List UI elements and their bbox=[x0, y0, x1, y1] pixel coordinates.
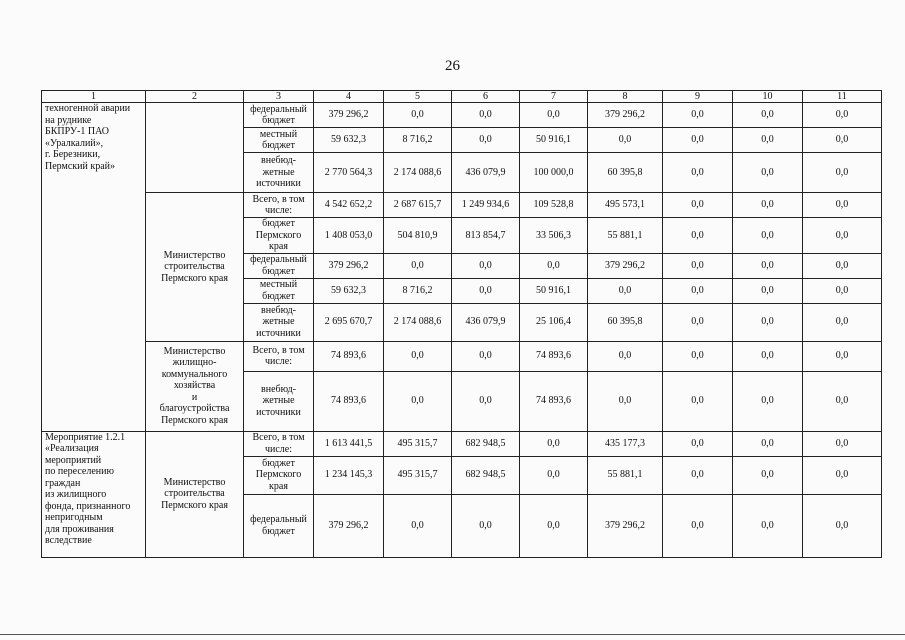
value-cell: 55 881,1 bbox=[588, 218, 663, 254]
value-cell: 0,0 bbox=[803, 456, 882, 494]
value-cell: 33 506,3 bbox=[520, 218, 588, 254]
value-cell: 0,0 bbox=[803, 128, 882, 153]
value-cell: 0,0 bbox=[733, 341, 803, 371]
value-cell: 1 249 934,6 bbox=[452, 193, 520, 218]
value-cell: 0,0 bbox=[803, 278, 882, 303]
value-cell: 0,0 bbox=[733, 253, 803, 278]
funding-source-cell: бюджет Пермского края bbox=[244, 456, 314, 494]
value-cell: 74 893,6 bbox=[314, 371, 384, 431]
value-cell: 74 893,6 bbox=[520, 371, 588, 431]
funding-source-cell: внебюд- жетные источники bbox=[244, 303, 314, 341]
value-cell: 0,0 bbox=[733, 456, 803, 494]
value-cell: 0,0 bbox=[733, 193, 803, 218]
value-cell: 0,0 bbox=[452, 103, 520, 128]
value-cell: 0,0 bbox=[588, 341, 663, 371]
value-cell: 50 916,1 bbox=[520, 278, 588, 303]
funding-source-cell: Всего, в том числе: bbox=[244, 341, 314, 371]
value-cell: 682 948,5 bbox=[452, 431, 520, 456]
column-header: 4 bbox=[314, 91, 384, 103]
page-number: 26 bbox=[445, 58, 460, 74]
value-cell: 0,0 bbox=[663, 456, 733, 494]
value-cell: 0,0 bbox=[803, 153, 882, 193]
value-cell: 0,0 bbox=[733, 431, 803, 456]
executor-cell: Министерство жилищно- коммунального хозяйства и благоустройства Пермского края bbox=[146, 341, 244, 431]
value-cell: 0,0 bbox=[588, 128, 663, 153]
value-cell: 0,0 bbox=[803, 253, 882, 278]
value-cell: 2 174 088,6 bbox=[384, 303, 452, 341]
value-cell: 0,0 bbox=[452, 371, 520, 431]
column-header: 1 bbox=[42, 91, 146, 103]
value-cell: 379 296,2 bbox=[588, 253, 663, 278]
value-cell: 0,0 bbox=[384, 253, 452, 278]
value-cell: 1 408 053,0 bbox=[314, 218, 384, 254]
measure-name-cell: техногенной аварии на руднике БКПРУ-1 ПАО «Уралкалий», г. Березники, Пермский край» bbox=[42, 103, 146, 432]
funding-source-cell: Всего, в том числе: bbox=[244, 431, 314, 456]
value-cell: 0,0 bbox=[803, 303, 882, 341]
value-cell: 682 948,5 bbox=[452, 456, 520, 494]
value-cell: 0,0 bbox=[803, 193, 882, 218]
value-cell: 74 893,6 bbox=[314, 341, 384, 371]
executor-cell: Министерство строительства Пермского края bbox=[146, 431, 244, 557]
page-bottom-edge bbox=[0, 634, 905, 635]
header-row bbox=[42, 91, 882, 103]
value-cell: 2 687 615,7 bbox=[384, 193, 452, 218]
table-row bbox=[42, 431, 882, 456]
value-cell: 0,0 bbox=[733, 128, 803, 153]
value-cell: 2 174 088,6 bbox=[384, 153, 452, 193]
value-cell: 0,0 bbox=[663, 103, 733, 128]
column-header: 3 bbox=[244, 91, 314, 103]
value-cell: 0,0 bbox=[733, 371, 803, 431]
value-cell: 0,0 bbox=[663, 153, 733, 193]
value-cell: 0,0 bbox=[663, 494, 733, 557]
value-cell: 436 079,9 bbox=[452, 153, 520, 193]
value-cell: 60 395,8 bbox=[588, 303, 663, 341]
value-cell: 379 296,2 bbox=[314, 103, 384, 128]
value-cell: 0,0 bbox=[663, 303, 733, 341]
column-header: 10 bbox=[733, 91, 803, 103]
value-cell: 4 542 652,2 bbox=[314, 193, 384, 218]
column-header: 6 bbox=[452, 91, 520, 103]
value-cell: 379 296,2 bbox=[588, 103, 663, 128]
value-cell: 0,0 bbox=[452, 128, 520, 153]
value-cell: 0,0 bbox=[663, 253, 733, 278]
value-cell: 0,0 bbox=[520, 494, 588, 557]
funding-source-cell: внебюд- жетные источники bbox=[244, 153, 314, 193]
value-cell: 495 315,7 bbox=[384, 456, 452, 494]
funding-source-cell: бюджет Пермского края bbox=[244, 218, 314, 254]
funding-source-cell: федеральный бюджет bbox=[244, 494, 314, 557]
value-cell: 0,0 bbox=[452, 253, 520, 278]
value-cell: 0,0 bbox=[663, 193, 733, 218]
column-header: 8 bbox=[588, 91, 663, 103]
value-cell: 495 573,1 bbox=[588, 193, 663, 218]
column-header: 9 bbox=[663, 91, 733, 103]
value-cell: 0,0 bbox=[663, 278, 733, 303]
value-cell: 0,0 bbox=[803, 103, 882, 128]
value-cell: 2 770 564,3 bbox=[314, 153, 384, 193]
value-cell: 0,0 bbox=[733, 303, 803, 341]
funding-source-cell: местный бюджет bbox=[244, 128, 314, 153]
value-cell: 60 395,8 bbox=[588, 153, 663, 193]
funding-source-cell: Всего, в том числе: bbox=[244, 193, 314, 218]
value-cell: 55 881,1 bbox=[588, 456, 663, 494]
column-header: 5 bbox=[384, 91, 452, 103]
column-header: 11 bbox=[803, 91, 882, 103]
funding-source-cell: внебюд- жетные источники bbox=[244, 371, 314, 431]
value-cell: 2 695 670,7 bbox=[314, 303, 384, 341]
executor-cell: Министерство строительства Пермского края bbox=[146, 193, 244, 342]
value-cell: 0,0 bbox=[384, 494, 452, 557]
value-cell: 0,0 bbox=[663, 218, 733, 254]
value-cell: 8 716,2 bbox=[384, 278, 452, 303]
column-header: 7 bbox=[520, 91, 588, 103]
value-cell: 0,0 bbox=[452, 341, 520, 371]
value-cell: 813 854,7 bbox=[452, 218, 520, 254]
value-cell: 0,0 bbox=[803, 341, 882, 371]
column-header: 2 bbox=[146, 91, 244, 103]
value-cell: 379 296,2 bbox=[314, 494, 384, 557]
value-cell: 0,0 bbox=[803, 371, 882, 431]
value-cell: 109 528,8 bbox=[520, 193, 588, 218]
value-cell: 495 315,7 bbox=[384, 431, 452, 456]
executor-cell bbox=[146, 103, 244, 193]
value-cell: 379 296,2 bbox=[314, 253, 384, 278]
value-cell: 379 296,2 bbox=[588, 494, 663, 557]
value-cell: 59 632,3 bbox=[314, 128, 384, 153]
funding-source-cell: федеральный бюджет bbox=[244, 253, 314, 278]
table-row bbox=[42, 103, 882, 128]
value-cell: 0,0 bbox=[588, 278, 663, 303]
table-row bbox=[42, 193, 882, 218]
value-cell: 0,0 bbox=[663, 431, 733, 456]
funding-source-cell: местный бюджет bbox=[244, 278, 314, 303]
value-cell: 74 893,6 bbox=[520, 341, 588, 371]
measure-name-cell: Мероприятие 1.2.1 «Реализация мероприятий по переселению граждан из жилищного фонда, признанного непригодным для проживания вследствие bbox=[42, 431, 146, 557]
value-cell: 0,0 bbox=[803, 218, 882, 254]
value-cell: 1 234 145,3 bbox=[314, 456, 384, 494]
value-cell: 0,0 bbox=[520, 103, 588, 128]
value-cell: 504 810,9 bbox=[384, 218, 452, 254]
value-cell: 435 177,3 bbox=[588, 431, 663, 456]
value-cell: 0,0 bbox=[663, 341, 733, 371]
budget-table bbox=[41, 90, 882, 558]
value-cell: 0,0 bbox=[803, 494, 882, 557]
value-cell: 0,0 bbox=[803, 431, 882, 456]
value-cell: 0,0 bbox=[384, 103, 452, 128]
value-cell: 0,0 bbox=[663, 371, 733, 431]
value-cell: 0,0 bbox=[733, 278, 803, 303]
value-cell: 0,0 bbox=[733, 153, 803, 193]
value-cell: 0,0 bbox=[452, 494, 520, 557]
value-cell: 0,0 bbox=[384, 341, 452, 371]
value-cell: 0,0 bbox=[520, 431, 588, 456]
value-cell: 0,0 bbox=[452, 278, 520, 303]
value-cell: 436 079,9 bbox=[452, 303, 520, 341]
value-cell: 59 632,3 bbox=[314, 278, 384, 303]
table-row bbox=[42, 341, 882, 371]
value-cell: 1 613 441,5 bbox=[314, 431, 384, 456]
value-cell: 8 716,2 bbox=[384, 128, 452, 153]
value-cell: 100 000,0 bbox=[520, 153, 588, 193]
value-cell: 0,0 bbox=[384, 371, 452, 431]
value-cell: 50 916,1 bbox=[520, 128, 588, 153]
value-cell: 0,0 bbox=[520, 253, 588, 278]
value-cell: 0,0 bbox=[733, 494, 803, 557]
value-cell: 0,0 bbox=[588, 371, 663, 431]
value-cell: 0,0 bbox=[520, 456, 588, 494]
value-cell: 0,0 bbox=[733, 218, 803, 254]
funding-source-cell: федеральный бюджет bbox=[244, 103, 314, 128]
value-cell: 0,0 bbox=[663, 128, 733, 153]
value-cell: 0,0 bbox=[733, 103, 803, 128]
value-cell: 25 106,4 bbox=[520, 303, 588, 341]
